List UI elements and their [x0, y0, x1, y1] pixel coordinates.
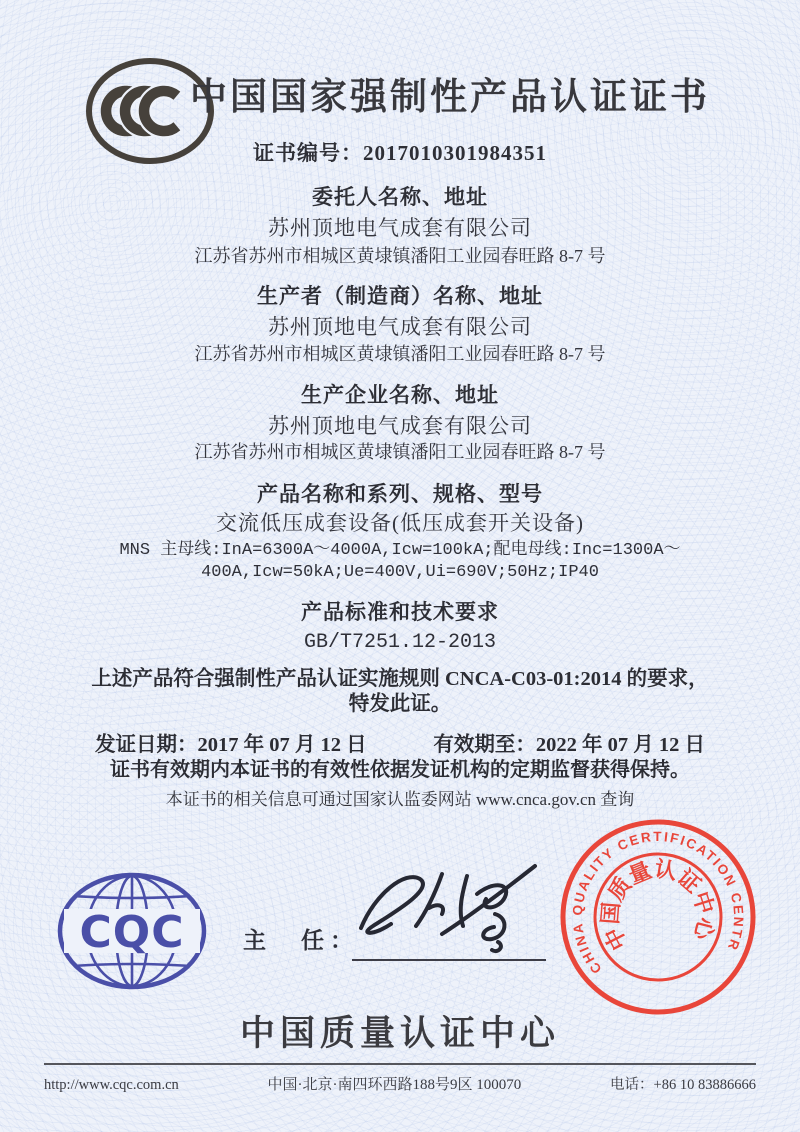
svg-text:中国质量认证中心: [589, 848, 723, 959]
compliance-statement-line-2: 特发此证。: [348, 693, 452, 715]
producer-address: 江苏省苏州市相城区黄埭镇潘阳工业园春旺路 8-7 号: [194, 344, 606, 364]
validity-note: 证书有效期内本证书的有效性依据发证机构的定期监督获得保持。: [110, 759, 690, 781]
standard-value: GB/T7251.12-2013: [303, 631, 497, 654]
cqc-logo-icon: [54, 863, 210, 999]
stamp-center-text: 中国质量认证中心: [597, 856, 719, 955]
director-label: 主 任：: [243, 928, 359, 953]
certificate-number: 2017010301984351: [363, 141, 547, 165]
standard-section-heading: 产品标准和技术要求: [301, 600, 499, 624]
issuer-website: http://www.cqc.com.cn: [44, 1077, 179, 1093]
footer-contact-row: [44, 1073, 756, 1094]
lookup-note: 本证书的相关信息可通过国家认监委网站 www.cnca.gov.cn 查询: [165, 790, 635, 809]
issue-date-value: 2017 年 07 月 12 日: [197, 734, 367, 756]
certificate-title: 中国国家强制性产品认证证书: [190, 76, 710, 117]
footer-divider: [44, 1063, 756, 1065]
product-section-heading: 产品名称和系列、规格、型号: [257, 482, 543, 506]
applicant-address: 江苏省苏州市相城区黄埭镇潘阳工业园春旺路 8-7 号: [194, 246, 606, 266]
cqc-logo-text: CQC: [79, 907, 185, 958]
expiry-date-value: 2022 年 07 月 12 日: [535, 734, 705, 756]
product-name: 交流低压成套设备(低压成套开关设备): [216, 511, 584, 535]
producer-name: 苏州顶地电气成套有限公司: [268, 315, 532, 339]
dates-row: [95, 727, 705, 757]
expiry-date-label: 有效期至：: [433, 734, 536, 756]
certificate-number-line: [0, 141, 800, 165]
applicant-section-heading: 委托人名称、地址: [312, 185, 488, 209]
producer-section-heading: 生产者（制造商）名称、地址: [257, 284, 543, 308]
applicant-name: 苏州顶地电气成套有限公司: [268, 216, 532, 240]
cqc-red-stamp: [543, 802, 773, 1032]
factory-name: 苏州顶地电气成套有限公司: [268, 414, 532, 438]
product-spec-line-2: 400A,Icw=50kA;Ue=400V,Ui=690V;50Hz;IP40: [201, 563, 599, 582]
product-spec-line-1: MNS 主母线:InA=6300A～4000A,Icw=100kA;配电母线:Inc=1300A～: [119, 541, 681, 560]
factory-section-heading: 生产企业名称、地址: [301, 383, 499, 407]
director-signature: [345, 858, 560, 966]
issuer-address: 中国·北京·南四环西路188号9区 100070: [267, 1077, 522, 1093]
issuer-name: 中国质量认证中心: [239, 1014, 560, 1053]
issue-date-label: 发证日期：: [95, 734, 198, 756]
stamp-ring-text: CHINA QUALITY CERTIFICATION CENTRE: [569, 829, 747, 977]
issuer-phone: 电话：+86 10 83886666: [610, 1077, 756, 1093]
factory-address: 江苏省苏州市相城区黄埭镇潘阳工业园春旺路 8-7 号: [194, 442, 606, 462]
issue-date: [95, 727, 367, 757]
compliance-statement-line-1: 上述产品符合强制性产品认证实施规则 CNCA-C03-01:2014 的要求，: [91, 668, 709, 690]
svg-text:CHINA QUALITY CERTIFICATION CE: [559, 818, 753, 979]
expiry-date: [433, 727, 705, 757]
certificate-number-label: 证书编号：: [253, 141, 363, 165]
